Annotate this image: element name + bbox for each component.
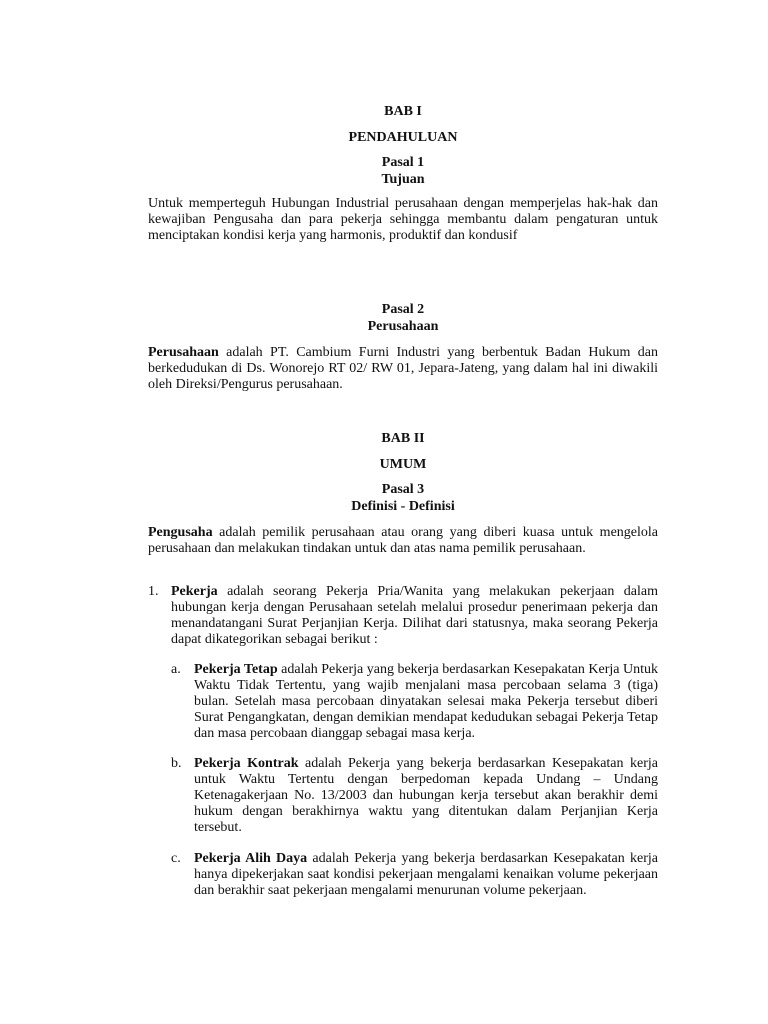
pasal-1-paragraph: Untuk memperteguh Hubungan Industrial perusahaan dengan memperjelas hak-hak dan kewajiban Pengusaha dan para pekerja sehingga membantu dalam pengaturan untuk menciptakan kondisi kerja yang harmonis, produktif dan kondusif (148, 196, 658, 243)
pasal-2-name: Perusahaan (367, 319, 439, 334)
sub-item-c-text: adalah Pekerja yang bekerja berdasarkan Kesepakatan kerja hanya dipekerjakan saat kondisi pekerjaan mengalami kenaikan volume pekerjaan dan berakhir saat pekerjaan mengalami menurunan volume pekerjaan. (194, 851, 659, 898)
pasal-2-text: adalah PT. Cambium Furni Industri yang berbentuk Badan Hukum dan berkedudukan di Ds. Wonorejo RT 02/ RW 01, Jepara-Jateng, yang dalam hal ini diwakili oleh Direksi/Pengurus perusahaan. (148, 345, 658, 392)
term-pekerja-alih-daya: Pekerja Alih Daya (194, 851, 308, 866)
chapter-2-subtitle: UMUM (379, 457, 427, 472)
pengusaha-text: adalah pemilik perusahaan atau orang yang diberi kuasa untuk mengelola perusahaan dan melakukan tindakan untuk dan atas nama pemilik perusahaan. (148, 525, 658, 556)
pasal-2-paragraph (148, 345, 658, 393)
sub-item-b-text: adalah Pekerja yang bekerja berdasarkan Kesepakatan kerja untuk Waktu Tertentu dengan berpedoman kepada Undang – Undang Ketenagakerjaan No. 13/2003 dan hubungan kerja tersebut akan berakhir demi hukum dengan berakhirnya waktu yang ditentukan dalam Perjanjian Kerja tersebut. (194, 756, 658, 835)
sub-item-b (194, 756, 658, 836)
list-item-1-marker: 1. (148, 584, 159, 599)
term-perusahaan: Perusahaan (148, 345, 219, 360)
term-pekerja: Pekerja (171, 584, 218, 599)
list-item-1-text: adalah seorang Pekerja Pria/Wanita yang melakukan pekerjaan dalam hubungan kerja dengan Perusahaan setelah melalui prosedur penerimaan pekerja dan menandatangani Surat Perjanjian Kerja. Dilihat dari statusnya, maka seorang Pekerja dapat dikategorikan sebagai berikut : (171, 584, 658, 647)
pasal-1-number: Pasal 1 (381, 155, 425, 170)
sub-item-c (194, 851, 658, 899)
sub-item-a-text: adalah Pekerja yang bekerja berdasarkan Kesepakatan Kerja Untuk Waktu Tidak Tertentu, yang wajib menjalani masa percobaan selama 3 (tiga) bulan. Setelah masa percobaan dinyatakan selesai maka Pekerja tersebut diberi Surat Pengangkatan, dengan demikian mendapat kedudukan sebagai Pekerja Tetap dan masa percobaan dianggap sebagai masa kerja. (194, 662, 659, 741)
term-pekerja-kontrak: Pekerja Kontrak (194, 756, 299, 771)
pasal-3-number: Pasal 3 (381, 482, 425, 497)
term-pengusaha: Pengusaha (148, 525, 213, 540)
sub-item-c-marker: c. (171, 851, 181, 866)
chapter-1-title: BAB I (384, 104, 422, 119)
pasal-2-number: Pasal 2 (381, 302, 425, 317)
sub-item-b-marker: b. (171, 756, 182, 771)
pasal-1-name: Tujuan (381, 172, 425, 187)
chapter-2-title: BAB II (381, 431, 425, 446)
pengusaha-paragraph (148, 525, 658, 557)
pasal-3-name: Definisi - Definisi (351, 499, 455, 514)
term-pekerja-tetap: Pekerja Tetap (194, 662, 278, 677)
chapter-1-subtitle: PENDAHULUAN (348, 130, 458, 145)
sub-item-a (194, 662, 658, 742)
sub-item-a-marker: a. (171, 662, 181, 677)
list-item-1 (171, 584, 658, 648)
